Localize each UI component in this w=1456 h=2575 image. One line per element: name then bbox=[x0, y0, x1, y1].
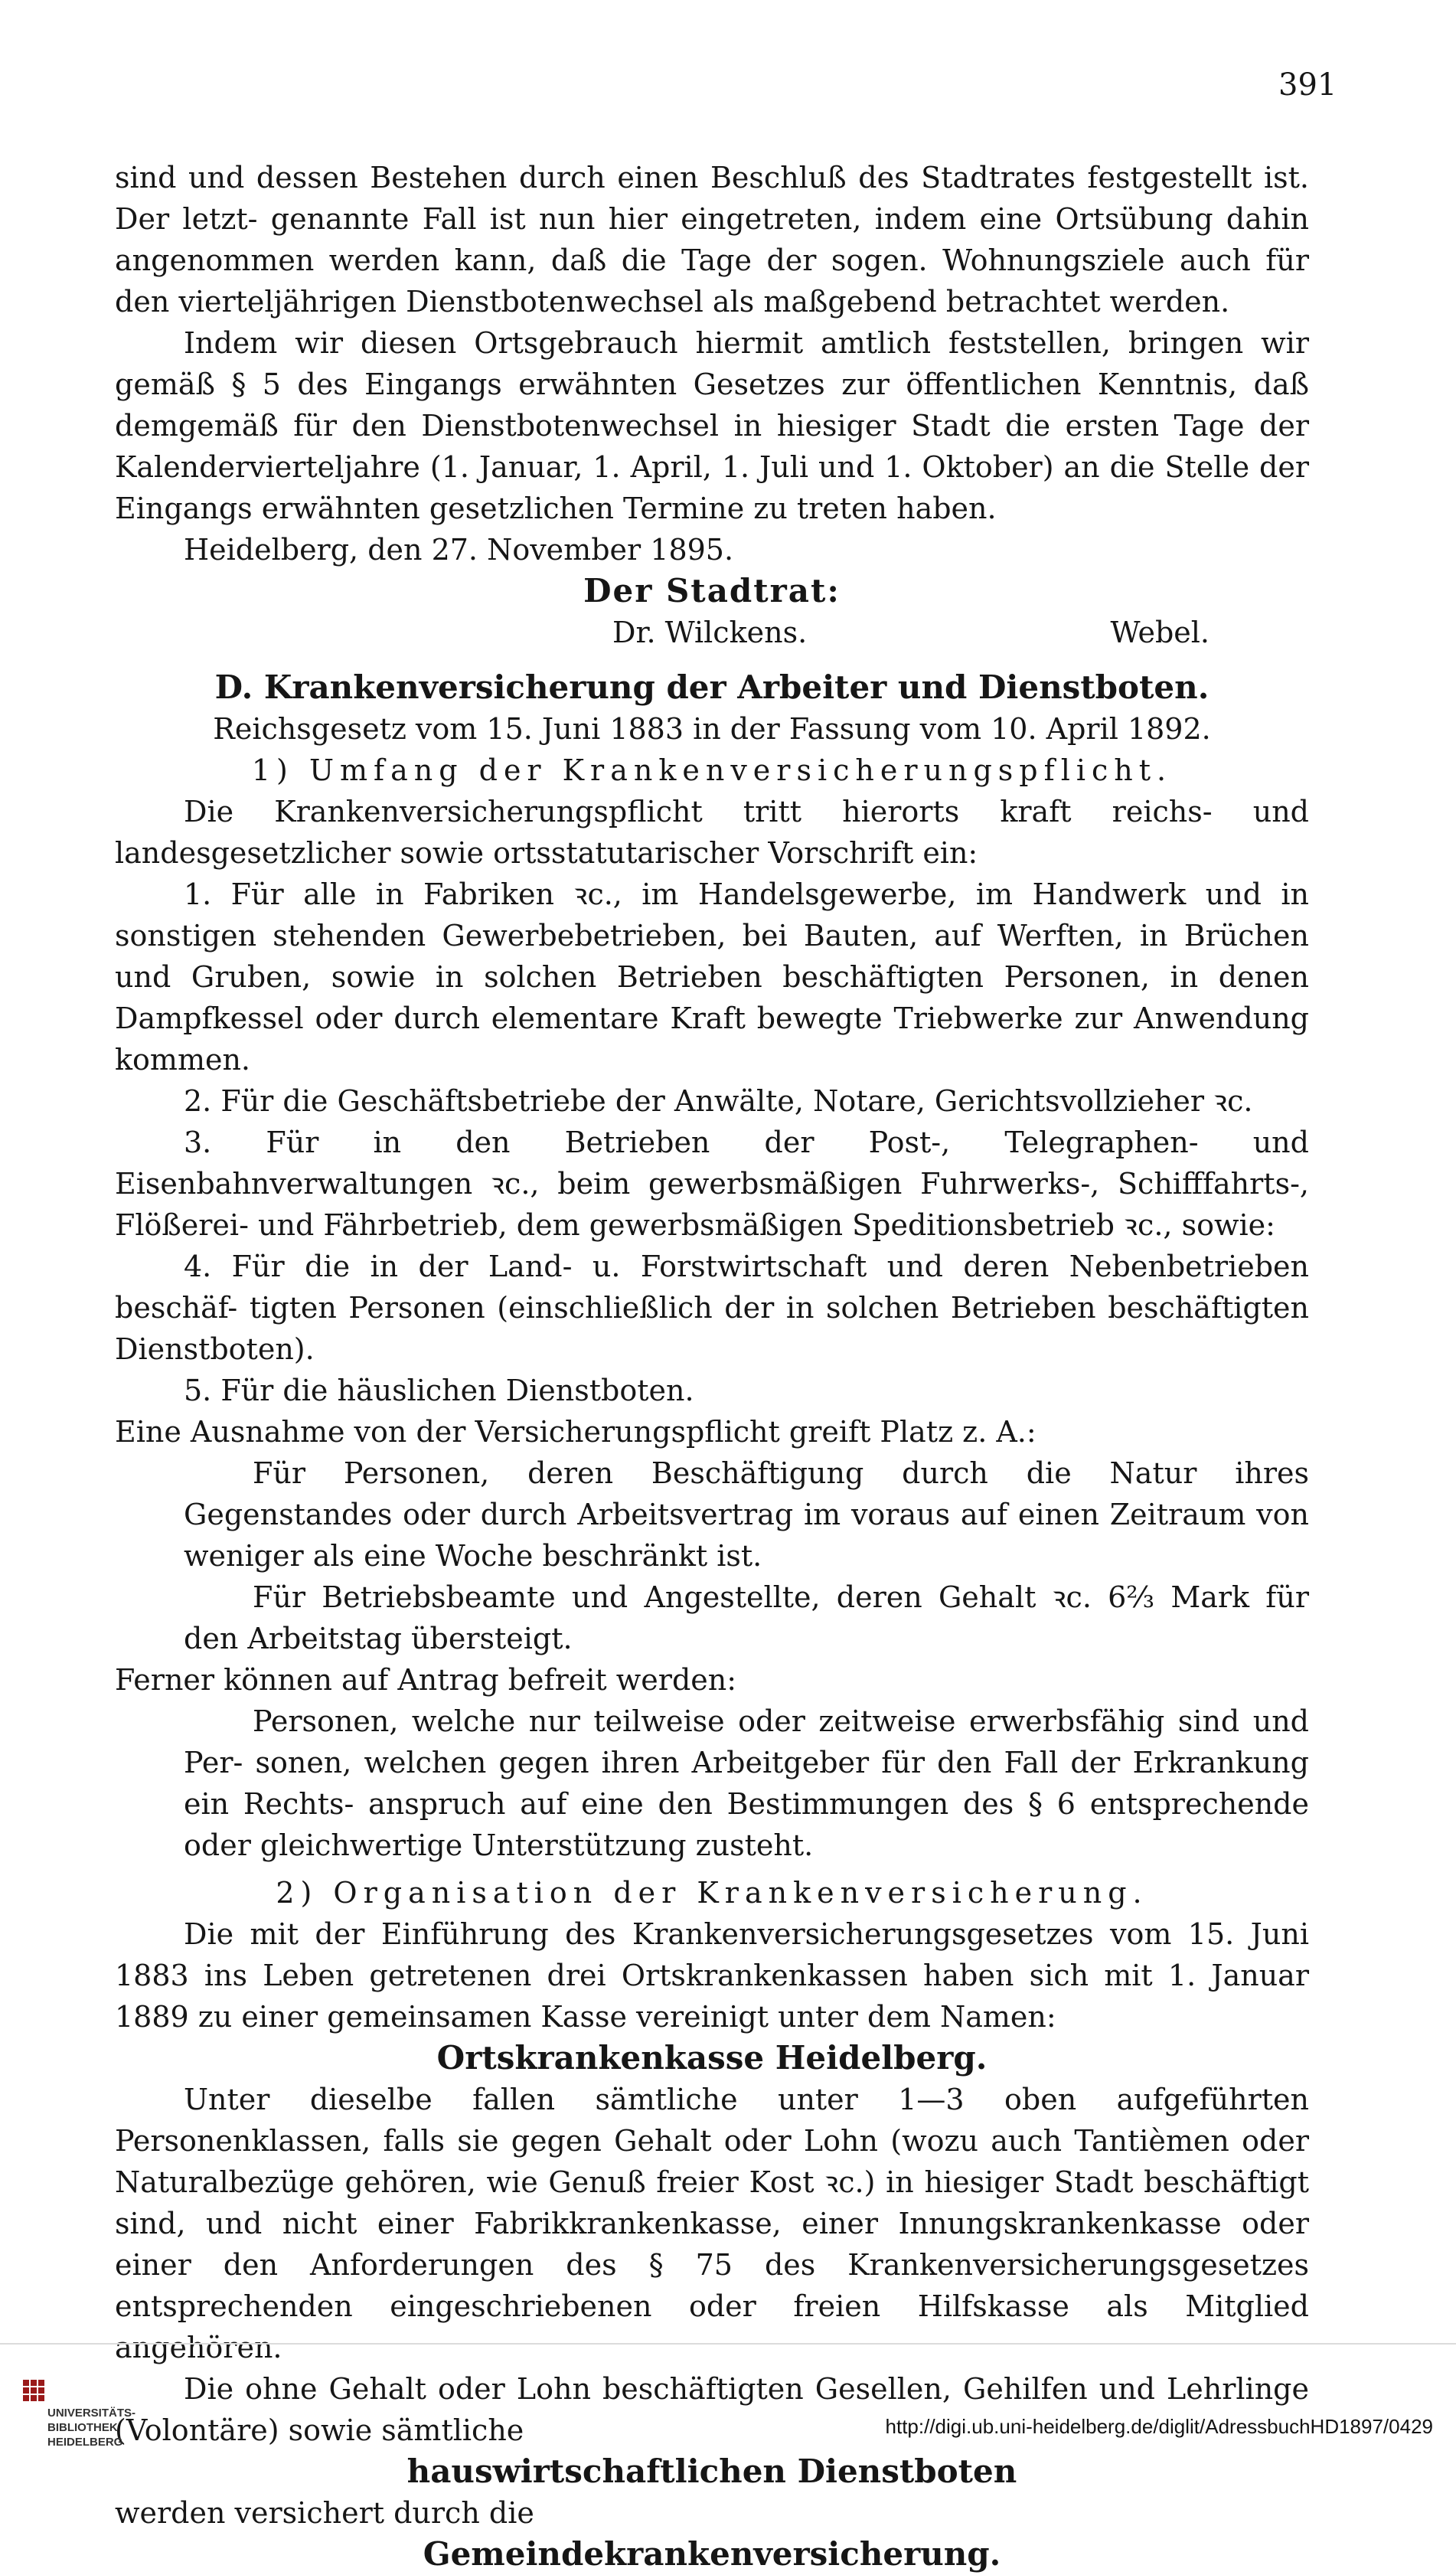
law-reference: Reichsgesetz vom 15. Juni 1883 in der Fassung vom 10. April 1892. bbox=[213, 712, 1211, 746]
signature-right: Webel. bbox=[1110, 616, 1210, 649]
ferner-heading: Ferner können auf Antrag befreit werden: bbox=[115, 1663, 737, 1697]
page-number: 391 bbox=[1278, 67, 1337, 103]
ohne-paragraph: Die ohne Gehalt oder Lohn beschäftigten Gesellen, Gehilfen und Lehrlinge (Volontäre) sowie sämtliche bbox=[115, 2372, 1309, 2447]
signature-left: Dr. Wilckens. bbox=[612, 616, 808, 649]
source-url-link[interactable]: http://digi.ub.uni-heidelberg.de/diglit/AdressbuchHD1897/0429 bbox=[885, 2415, 1433, 2438]
heading-2: 2) Organisation der Krankenversicherung. bbox=[276, 1876, 1148, 1910]
signature-title: Der Stadtrat: bbox=[583, 572, 841, 609]
intro-paragraph: Die Krankenversicherungspflicht tritt hierorts kraft reichs- und landesgesetzlicher sowie ortsstatutarischer Vorschrift ein: bbox=[115, 795, 1309, 870]
exception-heading: Eine Ausnahme von der Versicherungspflicht greift Platz z. A.: bbox=[115, 1415, 1037, 1449]
list-item-1: 1. Für alle in Fabriken ꝛc., im Handelsgewerbe, im Handwerk und in sonstigen stehenden Gewerbebetrieben, bei Bauten, auf Werften, in Brüchen und Gruben, sowie in solchen Betrieben beschäftigten Personen, in denen Dampfkessel oder durch elementare Kraft bewegte Triebwerke zur Anwendung kommen. bbox=[115, 877, 1309, 1077]
signatures bbox=[115, 612, 1309, 653]
werden-line: werden versichert durch die bbox=[115, 2496, 534, 2530]
hauswirtschaftlich-heading: hauswirtschaftlichen Dienstboten bbox=[406, 2452, 1017, 2490]
organisation-paragraph: Die mit der Einführung des Krankenversicherungsgesetzes vom 15. Juni 1883 ins Leben getretenen drei Ortskrankenkassen haben sich mit 1. Januar 1889 zu einer gemeinsamen Kasse vereinigt unter dem Namen: bbox=[115, 1917, 1309, 2034]
body-text bbox=[115, 157, 1309, 2575]
gemeinde-heading: Gemeindekrankenversicherung. bbox=[423, 2535, 1001, 2573]
footer-bar bbox=[0, 2343, 1456, 2468]
paragraph-1: sind und dessen Bestehen durch einen Beschluß des Stadtrates festgestellt ist. Der letzt- genannte Fall ist nun hier eingetreten, indem eine Ortsübung dahin angenommen werden kann, daß die Tage der sogen. Wohnungsziele auch für den vierteljährigen Dienstbotenwechsel als maßgebend betrachtet werden. bbox=[115, 161, 1309, 319]
logo-text bbox=[47, 2406, 135, 2449]
place-date: Heidelberg, den 27. November 1895. bbox=[184, 533, 734, 567]
exception-1: Für Personen, deren Beschäftigung durch die Natur ihres Gegenstandes oder durch Arbeitsvertrag im voraus auf einen Zeitraum von weniger als eine Woche beschränkt ist. bbox=[184, 1456, 1309, 1573]
heading-1: 1) Umfang der Krankenversicherungspflicht. bbox=[251, 753, 1173, 787]
list-item-3: 3. Für in den Betrieben der Post-, Telegraphen- und Eisenbahnverwaltungen ꝛc., beim gewerbsmäßigen Fuhrwerks-, Schifffahrts-, Flößerei- und Fährbetrieb, dem gewerbsmäßigen Speditionsbetrieb ꝛc., sowie: bbox=[115, 1126, 1309, 1242]
list-item-4: 4. Für die in der Land- u. Forstwirtschaft und deren Nebenbetrieben beschäf- tigten Personen (einschließlich der in solchen Betrieben beschäftigten Dienstboten). bbox=[115, 1250, 1309, 1366]
ferner-item: Personen, welche nur teilweise oder zeitweise erwerbsfähig sind und Per- sonen, welchen gegen ihren Arbeitgeber für den Fall der Erkrankung ein Rechts- anspruch auf eine den Bestimmungen des § 6 entsprechende oder gleichwertige Unterstützung zusteht. bbox=[184, 1704, 1309, 1862]
list-item-2: 2. Für die Geschäftsbetriebe der Anwälte, Notare, Gerichtsvollzieher ꝛc. bbox=[184, 1084, 1253, 1118]
list-item-5: 5. Für die häuslichen Dienstboten. bbox=[184, 1374, 694, 1407]
kasse-name: Ortskrankenkasse Heidelberg. bbox=[436, 2039, 988, 2077]
unter-paragraph: Unter dieselbe fallen sämtliche unter 1—3 oben aufgeführten Personenklassen, falls sie gegen Gehalt oder Lohn (wozu auch Tantièmen oder Naturalbezüge gehören, wie Genuß freier Kost ꝛc.) in hiesiger Stadt beschäftigt sind, und nicht einer Fabrikkrankenkasse, einer Innungskrankenkasse oder einer den Anforderungen des § 75 des Krankenversicherungsgesetzes entsprechenden eingeschriebenen oder freien Hilfskasse als Mitglied angehören. bbox=[115, 2083, 1309, 2364]
paragraph-2: Indem wir diesen Ortsgebrauch hiermit amtlich feststellen, bringen wir gemäß § 5 des Eingangs erwähnten Gesetzes zur öffentlichen Kenntnis, daß demgemäß für den Dienstbotenwechsel in hiesiger Stadt die ersten Tage der Kalendervierteljahre (1. Januar, 1. April, 1. Juli und 1. Oktober) an die Stelle der Eingangs erwähnten gesetzlichen Termine zu treten haben. bbox=[115, 326, 1309, 525]
exception-2: Für Betriebsbeamte und Angestellte, deren Gehalt ꝛc. 6⅔ Mark für den Arbeitstag übersteigt. bbox=[184, 1580, 1309, 1655]
section-title: D. Krankenversicherung der Arbeiter und Dienstboten. bbox=[214, 668, 1210, 706]
logo-line-3: HEIDELBERG bbox=[47, 2436, 123, 2449]
logo-line-1: UNIVERSITÄTS- bbox=[47, 2407, 136, 2420]
logo-line-2: BIBLIOTHEK bbox=[47, 2421, 118, 2434]
